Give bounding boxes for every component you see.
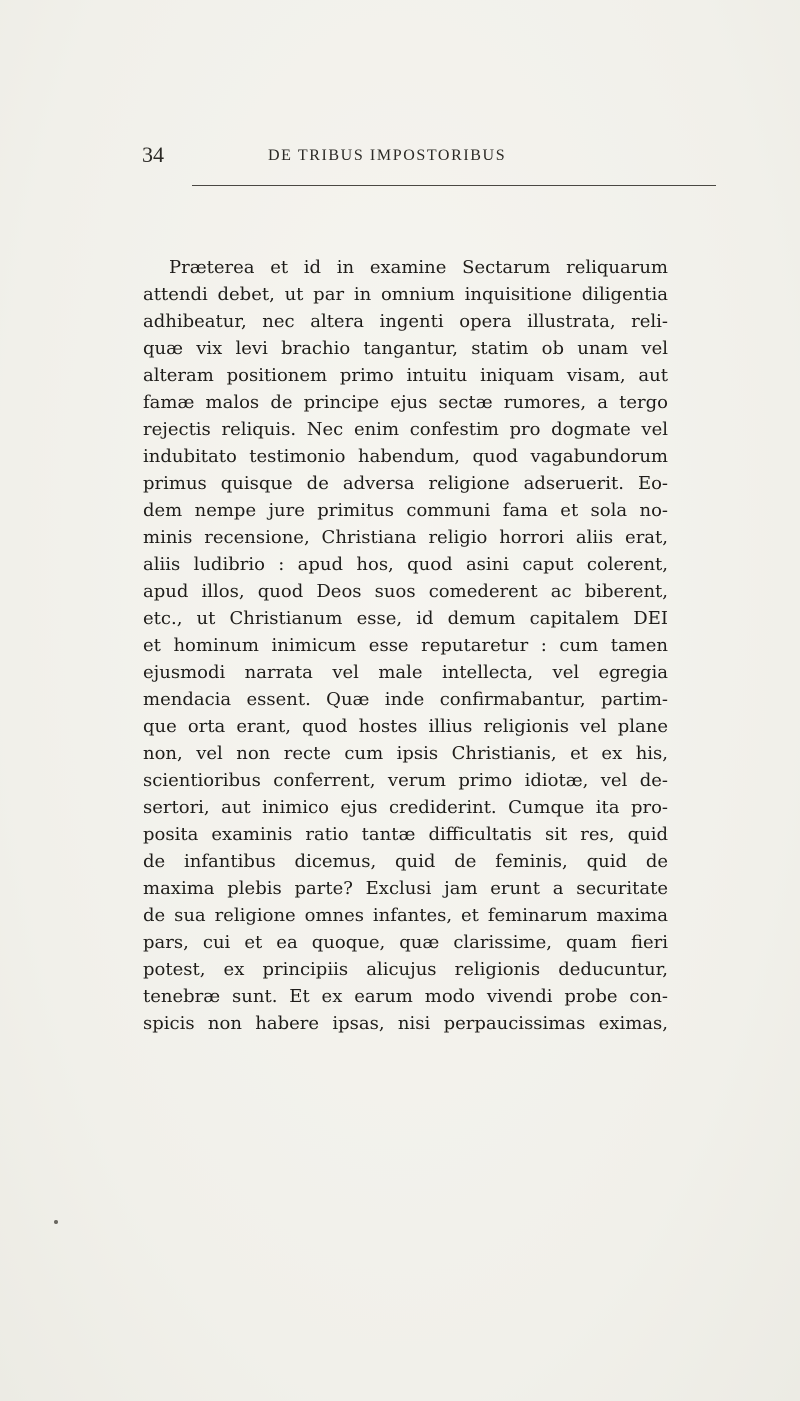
text-line: posita examinis ratio tantæ difficultatis sit res, quid: [143, 824, 668, 845]
body-paragraph: [143, 254, 668, 1037]
text-line: que orta erant, quod hostes illius religionis vel plane: [143, 716, 668, 737]
text-line: minis recensione, Christiana religio horrori aliis erat,: [143, 527, 668, 548]
text-line: adhibeatur, nec altera ingenti opera illustrata, reli-: [143, 311, 668, 332]
text-line: famæ malos de principe ejus sectæ rumores, a tergo: [143, 392, 668, 413]
running-head: DE TRIBUS IMPOSTORIBUS: [268, 147, 507, 164]
header-rule: [192, 185, 716, 186]
text-line: mendacia essent. Quæ inde confirmabantur, partim-: [143, 689, 668, 710]
text-line: et hominum inimicum esse reputaretur : cum tamen: [143, 635, 668, 656]
text-line: sertori, aut inimico ejus crediderint. Cumque ita pro-: [143, 797, 668, 818]
text-line: primus quisque de adversa religione adseruerit. Eo-: [143, 473, 668, 494]
text-line: tenebræ sunt. Et ex earum modo vivendi probe con-: [143, 986, 668, 1007]
text-line: apud illos, quod Deos suos comederent ac biberent,: [143, 581, 668, 602]
text-line: indubitato testimonio habendum, quod vagabundorum: [143, 446, 668, 467]
text-line: scientioribus conferrent, verum primo idiotæ, vel de-: [143, 770, 668, 791]
text-line: maxima plebis parte? Exclusi jam erunt a securitate: [143, 878, 668, 899]
text-line: pars, cui et ea quoque, quæ clarissime, quam fieri: [143, 932, 668, 953]
text-line: spicis non habere ipsas, nisi perpaucissimas eximas,: [143, 1013, 668, 1034]
text-line: Præterea et id in examine Sectarum reliquarum: [169, 257, 668, 278]
text-line: dem nempe jure primitus communi fama et sola no-: [143, 500, 668, 521]
text-line: non, vel non recte cum ipsis Christianis, et ex his,: [143, 743, 668, 764]
ink-speck: [54, 1220, 58, 1224]
text-line: rejectis reliquis. Nec enim confestim pro dogmate vel: [143, 419, 668, 440]
text-line: alteram positionem primo intuitu iniquam visam, aut: [143, 365, 668, 386]
text-line: de infantibus dicemus, quid de feminis, quid de: [143, 851, 668, 872]
text-line: aliis ludibrio : apud hos, quod asini caput colerent,: [143, 554, 668, 575]
text-line: de sua religione omnes infantes, et feminarum maxima: [143, 905, 668, 926]
text-line: potest, ex principiis alicujus religionis deducuntur,: [143, 959, 668, 980]
page-number: 34: [142, 142, 164, 167]
text-line: quæ vix levi brachio tangantur, statim ob unam vel: [143, 338, 668, 359]
text-line: attendi debet, ut par in omnium inquisitione diligentia: [143, 284, 668, 305]
text-line: ejusmodi narrata vel male intellecta, vel egregia: [143, 662, 668, 683]
text-line: etc., ut Christianum esse, id demum capitalem DEI: [143, 608, 668, 629]
page-header: [0, 142, 800, 168]
